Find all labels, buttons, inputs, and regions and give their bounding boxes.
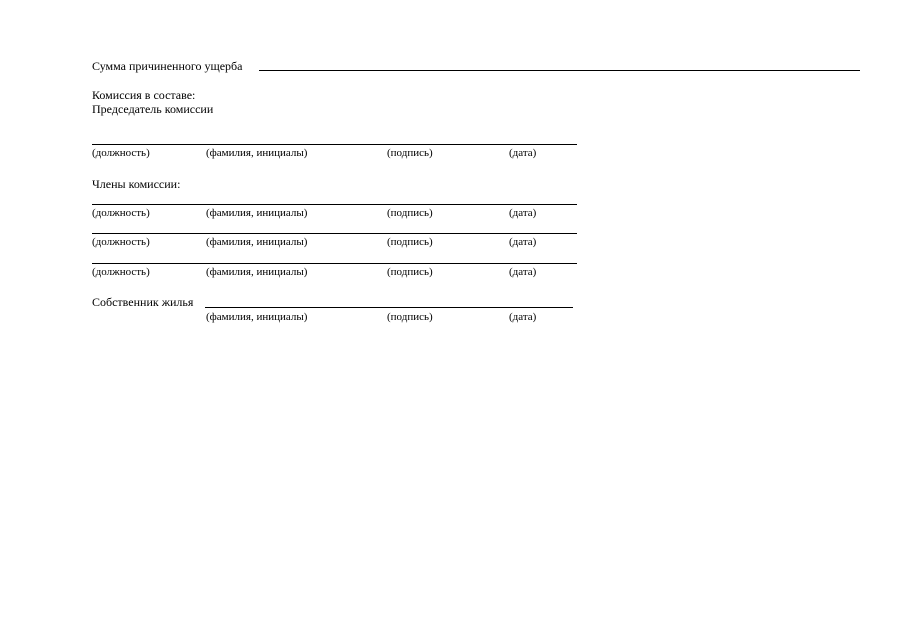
caption-date: (дата) [509, 207, 537, 219]
caption-name: (фамилия, инициалы) [206, 266, 308, 278]
caption-position: (должность) [92, 207, 150, 219]
owner-label: Собственник жилья [92, 295, 194, 309]
caption-signature: (подпись) [387, 147, 433, 159]
damage-sum-line [259, 70, 860, 71]
caption-signature: (подпись) [387, 311, 433, 323]
caption-name: (фамилия, инициалы) [206, 311, 308, 323]
owner-signature-line [205, 307, 573, 308]
member-signature-line [92, 204, 577, 205]
caption-date: (дата) [509, 311, 537, 323]
caption-position: (должность) [92, 236, 150, 248]
commission-heading: Комиссия в составе: [92, 88, 196, 102]
caption-date: (дата) [509, 266, 537, 278]
caption-signature: (подпись) [387, 207, 433, 219]
caption-signature: (подпись) [387, 266, 433, 278]
caption-name: (фамилия, инициалы) [206, 207, 308, 219]
caption-date: (дата) [509, 147, 537, 159]
caption-position: (должность) [92, 147, 150, 159]
damage-sum-label: Сумма причиненного ущерба [92, 59, 243, 73]
member-signature-line [92, 263, 577, 264]
chairman-signature-line [92, 144, 577, 145]
caption-signature: (подпись) [387, 236, 433, 248]
caption-name: (фамилия, инициалы) [206, 147, 308, 159]
caption-name: (фамилия, инициалы) [206, 236, 308, 248]
members-label: Члены комиссии: [92, 177, 181, 191]
member-signature-line [92, 233, 577, 234]
caption-date: (дата) [509, 236, 537, 248]
chairman-label: Председатель комиссии [92, 102, 214, 116]
caption-position: (должность) [92, 266, 150, 278]
